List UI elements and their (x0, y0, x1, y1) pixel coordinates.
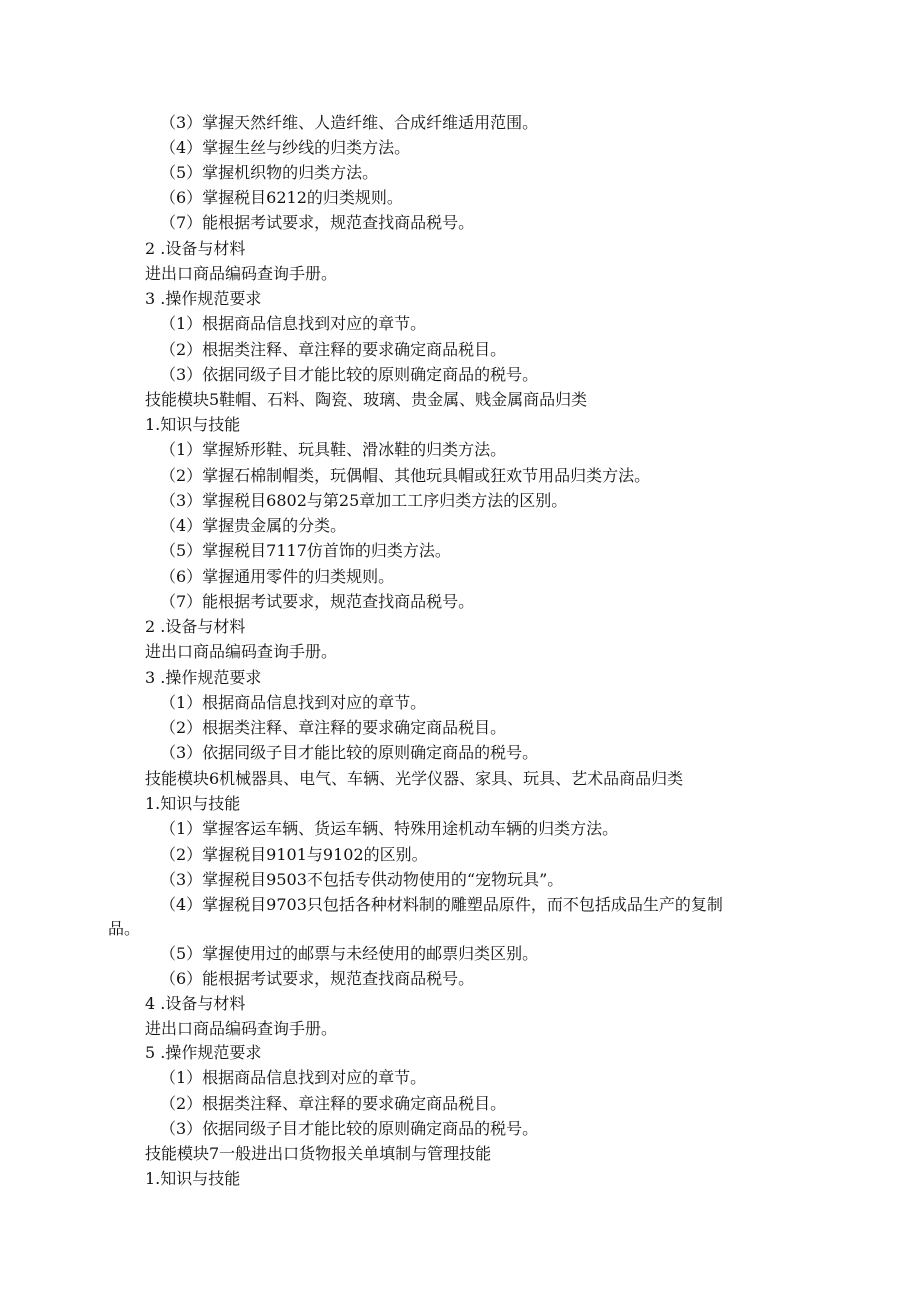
list-item: （1）掌握矫形鞋、玩具鞋、滑冰鞋的归类方法。 (160, 440, 507, 459)
list-item: （4）掌握生丝与纱线的归类方法。 (160, 138, 411, 157)
paragraph: 进出口商品编码查询手册。 (145, 1019, 338, 1038)
section-heading: 3 .操作规范要求 (145, 668, 262, 687)
list-item: （3）依据同级子目才能比较的原则确定商品的税号。 (160, 743, 539, 762)
section-heading: 1.知识与技能 (145, 794, 241, 813)
list-item: （7）能根据考试要求，规范查找商品税号。 (160, 213, 475, 232)
list-item: （6）掌握通用零件的归类规则。 (160, 567, 395, 586)
list-item-continuation: 品。 (108, 919, 141, 938)
list-item: （3）依据同级子目才能比较的原则确定商品的税号。 (160, 1119, 539, 1138)
module-heading: 技能模块6机械器具、电气、车辆、光学仪器、家具、玩具、艺术品商品归类 (145, 769, 684, 788)
list-item: （3）掌握天然纤维、人造纤维、合成纤维适用范围。 (160, 113, 539, 132)
list-item: （1）掌握客运车辆、货运车辆、特殊用途机动车辆的归类方法。 (160, 819, 619, 838)
list-item: （4）掌握贵金属的分类。 (160, 516, 347, 535)
list-item: （2）根据类注释、章注释的要求确定商品税目。 (160, 718, 507, 737)
list-item: （1）根据商品信息找到对应的章节。 (160, 314, 427, 333)
list-item: （1）根据商品信息找到对应的章节。 (160, 693, 427, 712)
module-heading: 技能模块5鞋帽、石料、陶瓷、玻璃、贵金属、贱金属商品归类 (145, 390, 588, 409)
list-item: （5）掌握使用过的邮票与未经使用的邮票归类区别。 (160, 944, 539, 963)
list-item: （5）掌握机织物的归类方法。 (160, 163, 379, 182)
section-heading: 1.知识与技能 (145, 1169, 241, 1188)
list-item: （3）依据同级子目才能比较的原则确定商品的税号。 (160, 365, 539, 384)
list-item: （4）掌握税目9703只包括各种材料制的雕塑品原件，而不包括成品生产的复制 (160, 895, 723, 914)
section-heading: 4 .设备与材料 (145, 994, 246, 1013)
list-item: （2）根据类注释、章注释的要求确定商品税目。 (160, 340, 507, 359)
list-item: （2）掌握税目9101与9102的区别。 (160, 845, 428, 864)
list-item: （1）根据商品信息找到对应的章节。 (160, 1068, 427, 1087)
list-item: （7）能根据考试要求，规范查找商品税号。 (160, 592, 475, 611)
section-heading: 3 .操作规范要求 (145, 289, 262, 308)
paragraph: 进出口商品编码查询手册。 (145, 642, 338, 661)
list-item: （2）根据类注释、章注释的要求确定商品税目。 (160, 1094, 507, 1113)
list-item: （3）掌握税目9503不包括专供动物使用的“宠物玩具”。 (160, 870, 564, 889)
section-heading: 5 .操作规范要求 (145, 1043, 262, 1062)
list-item: （6）掌握税目6212的归类规则。 (160, 188, 403, 207)
paragraph: 进出口商品编码查询手册。 (145, 264, 338, 283)
list-item: （5）掌握税目7117仿首饰的归类方法。 (160, 541, 451, 560)
list-item: （6）能根据考试要求，规范查找商品税号。 (160, 969, 475, 988)
section-heading: 1.知识与技能 (145, 415, 241, 434)
list-item: （3）掌握税目6802与第25章加工工序归类方法的区别。 (160, 491, 568, 510)
module-heading: 技能模块7一般进出口货物报关单填制与管理技能 (145, 1144, 492, 1163)
section-heading: 2 .设备与材料 (145, 617, 246, 636)
list-item: （2）掌握石棉制帽类，玩偶帽、其他玩具帽或狂欢节用品归类方法。 (160, 466, 651, 485)
section-heading: 2 .设备与材料 (145, 239, 246, 258)
